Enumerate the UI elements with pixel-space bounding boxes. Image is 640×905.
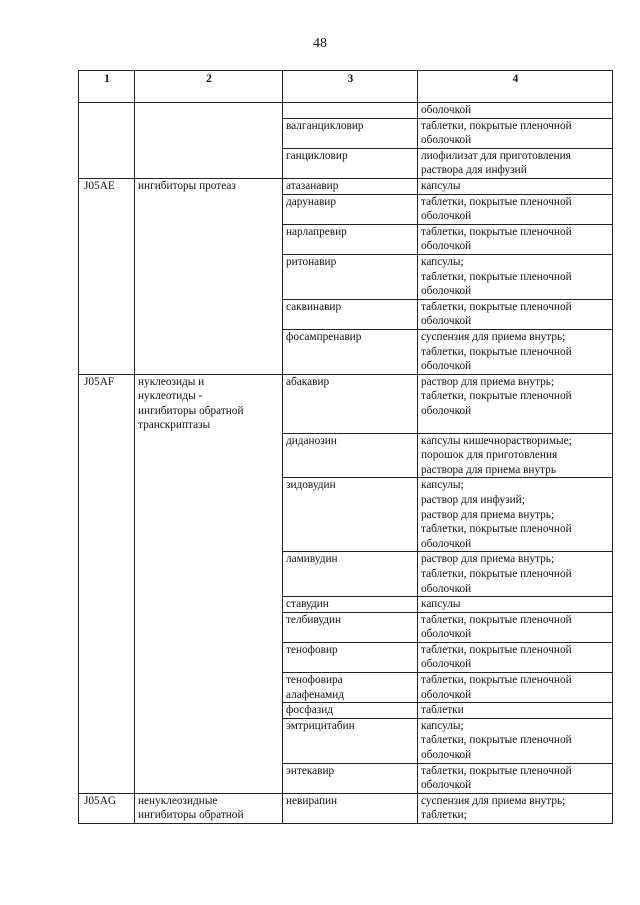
dosage-form-line: таблетки, покрытые пленочной [421, 734, 572, 747]
dosage-form-cell [418, 118, 613, 148]
dosage-form-line: таблетки, покрытые пленочной [421, 345, 572, 358]
dosage-form-line: капсулы [421, 179, 461, 192]
dosage-form-line: раствор для приема внутрь; [421, 553, 555, 566]
dosage-form-line: раствора для приема внутрь [421, 463, 556, 476]
group-name-cell [135, 642, 283, 672]
group-name-cell [135, 329, 283, 374]
dosage-form-line: оболочкой [421, 749, 472, 762]
dosage-form-line: капсулы; [421, 255, 464, 268]
dosage-form-line: раствора для инфузий [421, 164, 527, 177]
header-col-2: 2 [135, 71, 283, 103]
table-row [79, 763, 613, 793]
header-row [79, 71, 613, 103]
drug-name-cell: ламивудин [283, 552, 418, 597]
dosage-form-line: таблетки, покрытые пленочной [421, 195, 572, 208]
atc-code-cell [79, 329, 135, 374]
group-name-cell [135, 763, 283, 793]
dosage-form-line: капсулы [421, 598, 461, 611]
table-row [79, 254, 613, 299]
dosage-form-line: оболочкой [421, 658, 472, 671]
header-col-4: 4 [418, 71, 613, 103]
dosage-form-cell [418, 793, 613, 823]
table-body [79, 103, 613, 824]
dosage-form-cell [418, 552, 613, 597]
drug-name-cell: невирапин [283, 793, 418, 823]
atc-code-cell [79, 612, 135, 642]
drug-table [78, 70, 613, 824]
group-name-cell [135, 703, 283, 719]
drug-name-cell: эмтрицитабин [283, 718, 418, 763]
group-name-cell [135, 552, 283, 597]
dosage-form-line: оболочкой [421, 404, 472, 417]
page-number: 48 [313, 36, 327, 51]
dosage-form-line: раствор для инфузий; [421, 493, 525, 506]
dosage-form-line: таблетки [421, 704, 464, 717]
dosage-form-cell [418, 763, 613, 793]
dosage-form-line: лиофилизат для приготовления [421, 149, 571, 162]
table-row [79, 148, 613, 178]
atc-code-cell: J05AE [79, 178, 135, 194]
dosage-form-cell [418, 103, 613, 119]
table-row [79, 552, 613, 597]
group-name-cell [135, 194, 283, 224]
atc-code-cell [79, 299, 135, 329]
atc-code-cell: J05AG [79, 793, 135, 823]
table-row [79, 673, 613, 703]
header-col-1: 1 [79, 71, 135, 103]
dosage-form-line: таблетки, покрытые пленочной [421, 119, 572, 132]
drug-name-cell: тенофовира алафенамид [283, 673, 418, 703]
group-name-cell [135, 299, 283, 329]
drug-name-cell: фосампренавир [283, 329, 418, 374]
dosage-form-line: порошок для приготовления [421, 449, 558, 462]
group-name-cell [135, 118, 283, 148]
header-col-3: 3 [283, 71, 418, 103]
table-row [79, 329, 613, 374]
dosage-form-cell [418, 254, 613, 299]
dosage-form-line: капсулы; [421, 719, 464, 732]
drug-name-cell: тенофовир [283, 642, 418, 672]
atc-code-cell [79, 718, 135, 763]
table-row [79, 374, 613, 433]
dosage-form-line: раствор для приема внутрь; [421, 375, 555, 388]
dosage-form-line: капсулы кишечнорастворимые; [421, 434, 572, 447]
dosage-form-line: капсулы; [421, 479, 464, 492]
atc-code-cell [79, 703, 135, 719]
dosage-form-line: таблетки, покрытые пленочной [421, 390, 572, 403]
dosage-form-cell [418, 612, 613, 642]
dosage-form-line: таблетки, покрытые пленочной [421, 300, 572, 313]
dosage-form-line: оболочкой [421, 360, 472, 373]
atc-code-cell [79, 642, 135, 672]
dosage-form-line: таблетки; [421, 809, 467, 822]
dosage-form-cell [418, 478, 613, 552]
dosage-form-line: оболочкой [421, 104, 472, 116]
drug-name-cell: ганцикловир [283, 148, 418, 178]
atc-code-cell [79, 103, 135, 119]
dosage-form-line: оболочкой [421, 582, 472, 595]
atc-code-cell [79, 597, 135, 613]
table-row [79, 793, 613, 823]
drug-name-cell: ритонавир [283, 254, 418, 299]
dosage-form-cell [418, 703, 613, 719]
drug-name-cell: фосфазид [283, 703, 418, 719]
group-name-cell [135, 148, 283, 178]
dosage-form-line: оболочкой [421, 688, 472, 701]
dosage-form-line: оболочкой [421, 285, 472, 298]
table-row [79, 642, 613, 672]
drug-name-cell: энтекавир [283, 763, 418, 793]
dosage-form-line: оболочкой [421, 210, 472, 223]
dosage-form-cell [418, 178, 613, 194]
dosage-form-line: таблетки, покрытые пленочной [421, 270, 572, 283]
atc-code-cell [79, 478, 135, 552]
table-row [79, 718, 613, 763]
dosage-form-cell [418, 597, 613, 613]
atc-code-cell [79, 254, 135, 299]
table-row [79, 703, 613, 719]
dosage-form-line: оболочкой [421, 240, 472, 253]
drug-name-cell: телбивудин [283, 612, 418, 642]
dosage-form-cell [418, 148, 613, 178]
dosage-form-line: таблетки, покрытые пленочной [421, 643, 572, 656]
atc-code-cell [79, 763, 135, 793]
atc-code-cell [79, 433, 135, 478]
dosage-form-line: раствор для приема внутрь; [421, 508, 555, 521]
dosage-form-line: таблетки, покрытые пленочной [421, 567, 572, 580]
group-name-cell [135, 612, 283, 642]
drug-name-cell: абакавир [283, 374, 418, 433]
table-row [79, 433, 613, 478]
table-row [79, 299, 613, 329]
dosage-form-line: оболочкой [421, 628, 472, 641]
drug-name-cell: атазанавир [283, 178, 418, 194]
atc-code-cell [79, 224, 135, 254]
table-header [79, 71, 613, 103]
dosage-form-cell [418, 718, 613, 763]
dosage-form-cell [418, 433, 613, 478]
dosage-form-cell [418, 673, 613, 703]
dosage-form-line: таблетки, покрытые пленочной [421, 613, 572, 626]
drug-name-cell [283, 103, 418, 119]
group-name-cell [135, 718, 283, 763]
dosage-form-line: таблетки, покрытые пленочной [421, 674, 572, 687]
dosage-form-line: таблетки, покрытые пленочной [421, 764, 572, 777]
table-row [79, 178, 613, 194]
dosage-form-cell [418, 224, 613, 254]
table-row [79, 194, 613, 224]
table-row [79, 103, 613, 119]
drug-name-cell: диданозин [283, 433, 418, 478]
drug-name-cell: нарлапревир [283, 224, 418, 254]
atc-code-cell [79, 118, 135, 148]
table-row [79, 612, 613, 642]
drug-name-cell: валганцикловир [283, 118, 418, 148]
drug-name-cell: зидовудин [283, 478, 418, 552]
group-name-cell: нуклеозиды и нуклеотиды - ингибиторы обратной транскриптазы [135, 374, 283, 433]
dosage-form-cell [418, 642, 613, 672]
dosage-form-cell [418, 374, 613, 433]
dosage-form-cell [418, 299, 613, 329]
atc-code-cell [79, 552, 135, 597]
dosage-form-line: оболочкой [421, 315, 472, 328]
group-name-cell [135, 597, 283, 613]
table-row [79, 224, 613, 254]
atc-code-cell: J05AF [79, 374, 135, 433]
table-row [79, 597, 613, 613]
dosage-form-cell [418, 329, 613, 374]
group-name-cell: ингибиторы протеаз [135, 178, 283, 194]
dosage-form-line: оболочкой [421, 537, 472, 550]
group-name-cell [135, 103, 283, 119]
dosage-form-line: суспензия для приема внутрь; [421, 330, 566, 343]
table-row [79, 118, 613, 148]
drug-name-cell: ставудин [283, 597, 418, 613]
drug-name-cell: саквинавир [283, 299, 418, 329]
dosage-form-line: таблетки, покрытые пленочной [421, 523, 572, 536]
group-name-cell [135, 433, 283, 478]
drug-name-cell: дарунавир [283, 194, 418, 224]
dosage-form-line: таблетки, покрытые пленочной [421, 225, 572, 238]
dosage-form-cell [418, 194, 613, 224]
dosage-form-line: оболочкой [421, 779, 472, 792]
table-row [79, 478, 613, 552]
dosage-form-line: суспензия для приема внутрь; [421, 794, 566, 807]
group-name-cell [135, 224, 283, 254]
atc-code-cell [79, 148, 135, 178]
atc-code-cell [79, 673, 135, 703]
atc-code-cell [79, 194, 135, 224]
group-name-cell [135, 254, 283, 299]
group-name-cell [135, 478, 283, 552]
group-name-cell [135, 673, 283, 703]
dosage-form-line: оболочкой [421, 134, 472, 147]
group-name-cell: ненуклеозидные ингибиторы обратной [135, 793, 283, 823]
